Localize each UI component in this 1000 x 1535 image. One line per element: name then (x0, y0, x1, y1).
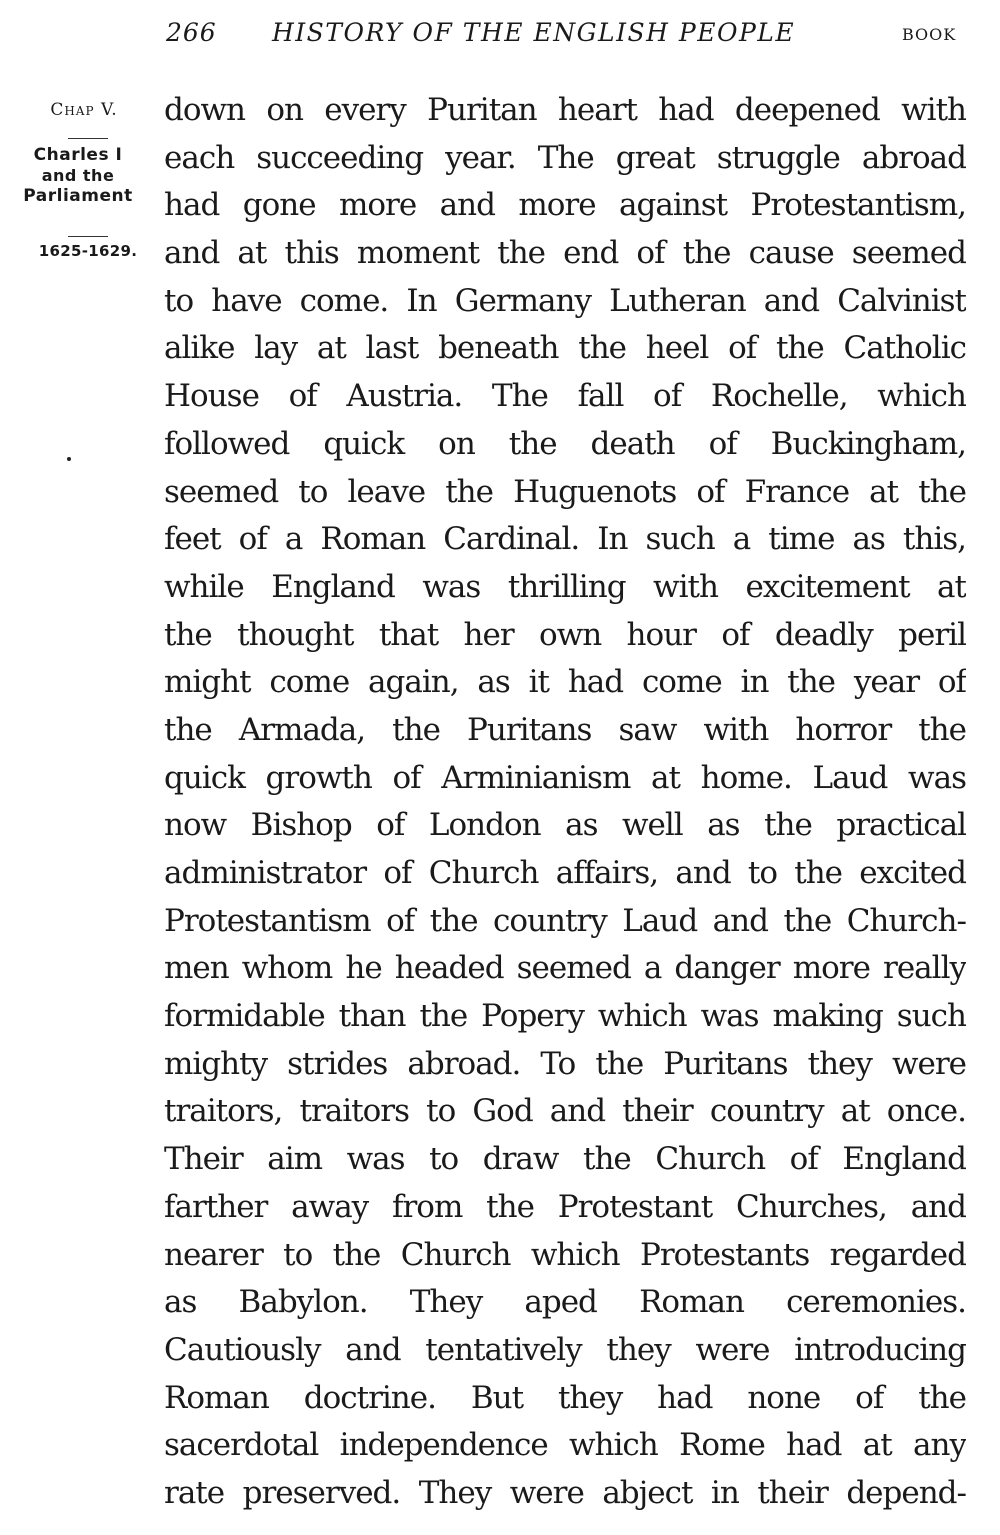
text-line: while England was thrilling with excitement at (164, 568, 966, 605)
text-line: might come again, as it had come in the year of (164, 664, 966, 701)
chapter-label: Chap V. (50, 100, 118, 120)
margin-years: 1625-1629. (38, 242, 138, 260)
text-line: seemed to leave the Huguenots of France at the (164, 473, 966, 510)
topic-line: and the (41, 166, 115, 185)
text-line: the Armada, the Puritans saw with horror the (164, 711, 966, 748)
topic-line: Charles I (33, 145, 123, 165)
text-line: had gone more and more against Protestantism, (164, 187, 966, 224)
text-line: alike lay at last beneath the heel of the Catholic (164, 330, 966, 367)
text-line: Protestantism of the country Laud and the Church- (164, 902, 966, 939)
text-line: now Bishop of London as well as the practical (164, 807, 966, 844)
margin-divider (68, 138, 108, 139)
margin-topic (4, 144, 152, 208)
text-line: nearer to the Church which Protestants regarded (164, 1236, 966, 1273)
text-line: as Babylon. They aped Roman ceremonies. (164, 1284, 966, 1321)
topic-line: Parliament (23, 186, 133, 206)
text-line: men whom he headed seemed a danger more really (164, 950, 966, 987)
text-line: quick growth of Arminianism at home. Laud was (164, 759, 966, 796)
body-text (164, 87, 966, 1518)
text-line: traitors, traitors to God and their country at once. (164, 1093, 966, 1130)
text-line: administrator of Church affairs, and to the excited (164, 855, 966, 891)
text-line: down on every Puritan heart had deepened with (164, 92, 966, 128)
text-line: mighty strides abroad. To the Puritans they were (164, 1045, 966, 1082)
text-line: followed quick on the death of Buckingham, (164, 425, 966, 462)
text-line: Cautiously and tentatively they were introducing (164, 1331, 966, 1368)
text-line: sacerdotal independence which Rome had at any (164, 1427, 966, 1464)
page-number: 266 (166, 18, 217, 47)
text-line: rate preserved. They were abject in their depend- (164, 1474, 966, 1511)
ink-speck (67, 457, 71, 461)
text-line: the thought that her own hour of deadly peril (164, 616, 966, 653)
text-line: Their aim was to draw the Church of England (164, 1141, 966, 1178)
text-line: formidable than the Popery which was making such (164, 998, 966, 1035)
running-title: HISTORY OF THE ENGLISH PEOPLE (272, 18, 796, 47)
text-line: to have come. In Germany Lutheran and Calvinist (164, 282, 966, 319)
book-label: BOOK (902, 25, 957, 44)
page-header (0, 16, 1000, 56)
text-line: Roman doctrine. But they had none of the (164, 1379, 966, 1416)
text-line: and at this moment the end of the cause seemed (164, 235, 966, 272)
margin-divider (68, 236, 108, 237)
text-line: House of Austria. The fall of Rochelle, which (164, 378, 966, 415)
text-line: feet of a Roman Cardinal. In such a time as this, (164, 521, 966, 558)
text-line: farther away from the Protestant Churches, and (164, 1188, 966, 1225)
text-line: each succeeding year. The great struggle abroad (164, 139, 966, 176)
